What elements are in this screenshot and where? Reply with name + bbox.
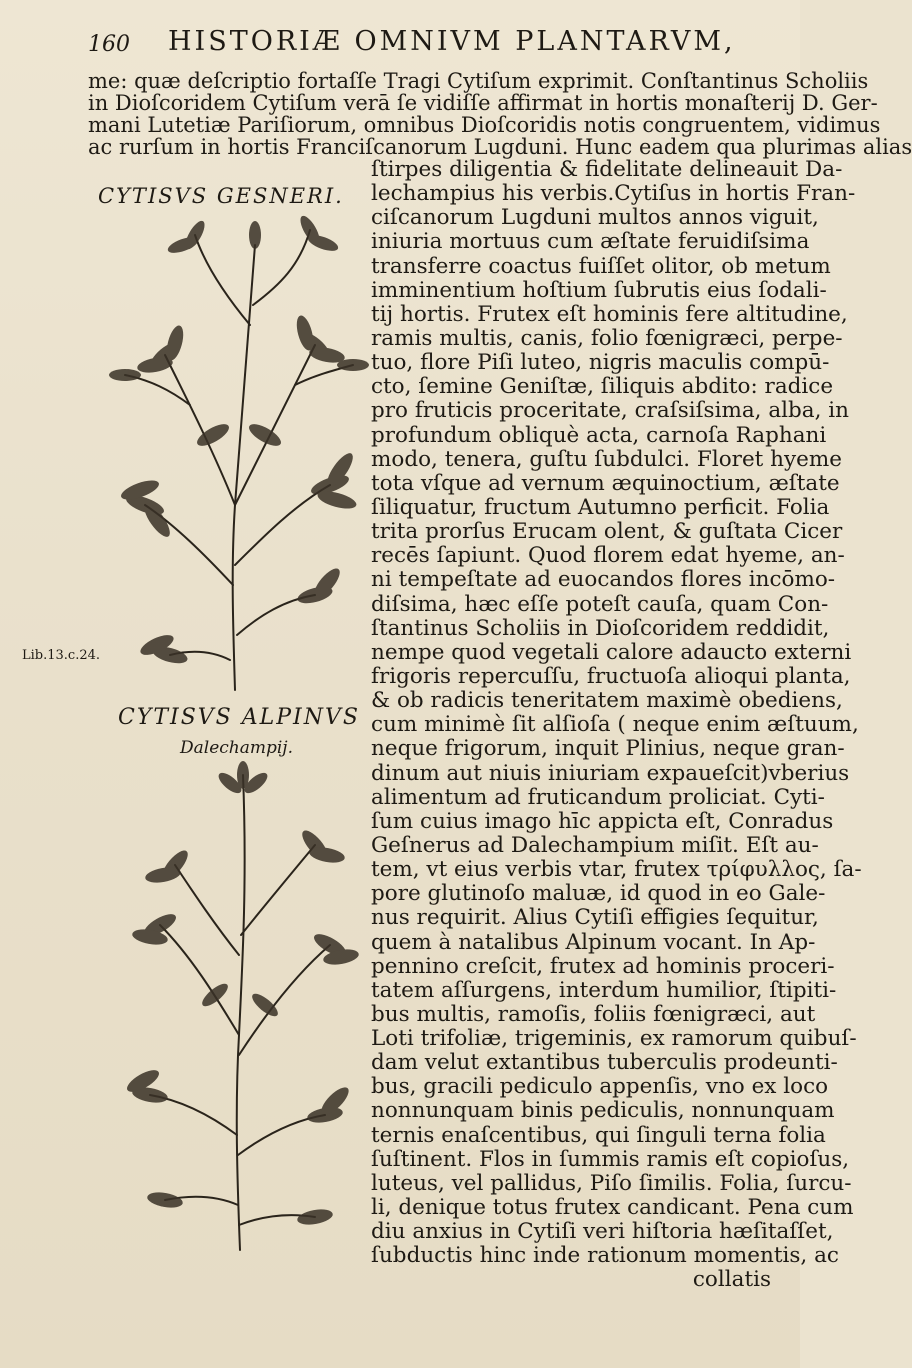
text-line: quem à natalibus Alpinum vocant. In Ap- [371, 929, 816, 955]
text-line: transferre coactus fuiſſet olitor, ob metum [371, 253, 831, 279]
text-line: tota vſque ad vernum æquinoctium, æſtate [371, 470, 840, 496]
full-width-text [88, 69, 912, 159]
text-line: modo, tenera, guſtu ſubdulci. Floret hyeme [371, 446, 842, 472]
text-line: in Dioſcoridem Cytiſum verā ſe vidiſſe affirmat in hortis monaſterij D. Ger- [88, 91, 878, 115]
text-line: tij hortis. Frutex eſt hominis fere altitudine, [371, 301, 848, 327]
text-line: ſuſtinent. Flos in ſummis ramis eſt copioſus, [371, 1146, 850, 1172]
text-line: nus requirit. Alius Cytiſi effigies ſequitur, [371, 905, 819, 931]
text-line: imminentium hoſtium ſubrutis eius ſodali- [371, 277, 827, 303]
text-line: Loti trifoliæ, trigeminis, ex ramorum quibuſ- [371, 1026, 857, 1052]
text-line: ciſcanorum Lugduni multos annos viguit, [371, 205, 819, 231]
catchword: collatis [692, 1267, 771, 1293]
text-line: dinum aut niuis iniuriam expaueſcit)vberius [371, 760, 850, 786]
text-line: ſtirpes diligentia & fidelitate delineauit Da- [371, 157, 843, 182]
caption-cytisus-gesneri: CYTISVS GESNERI. [98, 184, 344, 208]
woodcut-cytisus-gesneri-illustration [95, 205, 370, 695]
text-line: frigoris repercuſſu, fructuoſa alioqui planta, [371, 663, 851, 689]
text-line: neque frigorum, inquit Plinius, neque gran- [371, 736, 845, 762]
text-line: ni tempeſtate ad euocandos flores incōmo- [371, 567, 836, 593]
caption-dalechampij: Dalechampij. [180, 738, 293, 758]
text-line: Geſnerus ad Dalechampium miſit. Eſt au- [371, 832, 819, 858]
text-line: pore glutinoſo maluæ, id quod in eo Gale- [371, 881, 826, 907]
text-line: tuo, flore Piſi luteo, nigris maculis compū- [371, 350, 830, 376]
text-line: bus, gracili pediculo appenſis, vno ex loco [371, 1074, 829, 1100]
text-line: cum minimè ſit alſioſa ( neque enim æſtuum, [371, 712, 859, 738]
text-line: li, denique totus frutex candicant. Pena cum [371, 1195, 854, 1221]
text-line: recēs ſapiunt. Quod florem edat hyeme, an- [371, 543, 845, 569]
text-line: cto, ſemine Geniſtæ, ſiliquis abdito: radice [371, 374, 834, 400]
text-line: profundum obliquè acta, carnoſa Raphani [371, 422, 827, 448]
page-number: 160 [88, 32, 130, 57]
running-title: HISTORIÆ OMNIVM PLANTARVM, [168, 26, 736, 57]
text-line: trita prorſus Erucam olent, & guſtata Cicer [371, 519, 843, 545]
text-line: ſiliquatur, fructum Autumno perficit. Folia [371, 494, 830, 520]
text-line: diſsima, hæc eſſe poteſt cauſa, quam Con- [371, 591, 829, 617]
text-line: bus multis, ramoſis, foliis fœnigræci, aut [371, 1001, 816, 1027]
text-line: alimentum ad fruticandum proliciat. Cyti- [371, 784, 825, 810]
caption-cytisus-alpinus: CYTISVS ALPINVS [118, 705, 360, 730]
text-line: ſtantinus Scholiis in Dioſcoridem reddidit, [371, 615, 830, 641]
marginal-note: Lib.13.c.24. [22, 648, 101, 663]
text-line: ſum cuius imago hīc appicta eſt, Conradus [371, 808, 834, 834]
text-line: tatem aſſurgens, interdum humilior, ſtipiti- [371, 977, 837, 1003]
text-line: tem, vt eius verbis vtar, frutex τρίφυλλος, ſa- [371, 857, 862, 883]
woodcut-cytisus-alpinus-illustration [115, 755, 375, 1255]
text-line: pro fruticis proceritate, craſsiſsima, alba, in [371, 398, 850, 424]
text-line: mani Lutetiæ Pariſiorum, omnibus Dioſcoridis notis congruentem, vidimus [88, 113, 881, 137]
text-line: pennino creſcit, frutex ad hominis proceri- [371, 953, 835, 979]
text-line: ſubductis hinc inde rationum momentis, ac [371, 1243, 839, 1269]
text-line: nempe quod vegetali calore adaucto externi [371, 639, 852, 665]
body-text-column [371, 157, 862, 1293]
text-line: diu anxius in Cytiſi veri hiſtoria hæſitaſſet, [371, 1219, 834, 1245]
page-header [0, 26, 800, 66]
text-line: & ob radicis teneritatem maximè obediens, [371, 688, 843, 714]
text-line: ramis multis, canis, folio fœnigræci, perpe- [371, 325, 843, 351]
text-line: ac rurſum in hortis Franciſcanorum Lugduni. Hunc eadem qua plurimas alias [88, 135, 912, 159]
text-line: luteus, vel pallidus, Piſo ſimilis. Folia, ſurcu- [371, 1170, 852, 1196]
text-line: ternis enaſcentibus, qui ſinguli terna folia [371, 1122, 826, 1148]
text-line: iniuria mortuus cum æſtate feruidiſsima [371, 229, 810, 255]
text-line: lechampius his verbis.Cytiſus in hortis Fran- [371, 181, 856, 207]
text-line: nonnunquam binis pediculis, nonnunquam [371, 1098, 835, 1124]
text-line: me: quæ deſcriptio fortaſſe Tragi Cytiſum exprimit. Conſtantinus Scholiis [88, 69, 869, 93]
text-line: dam velut extantibus tuberculis prodeunti- [371, 1050, 838, 1076]
